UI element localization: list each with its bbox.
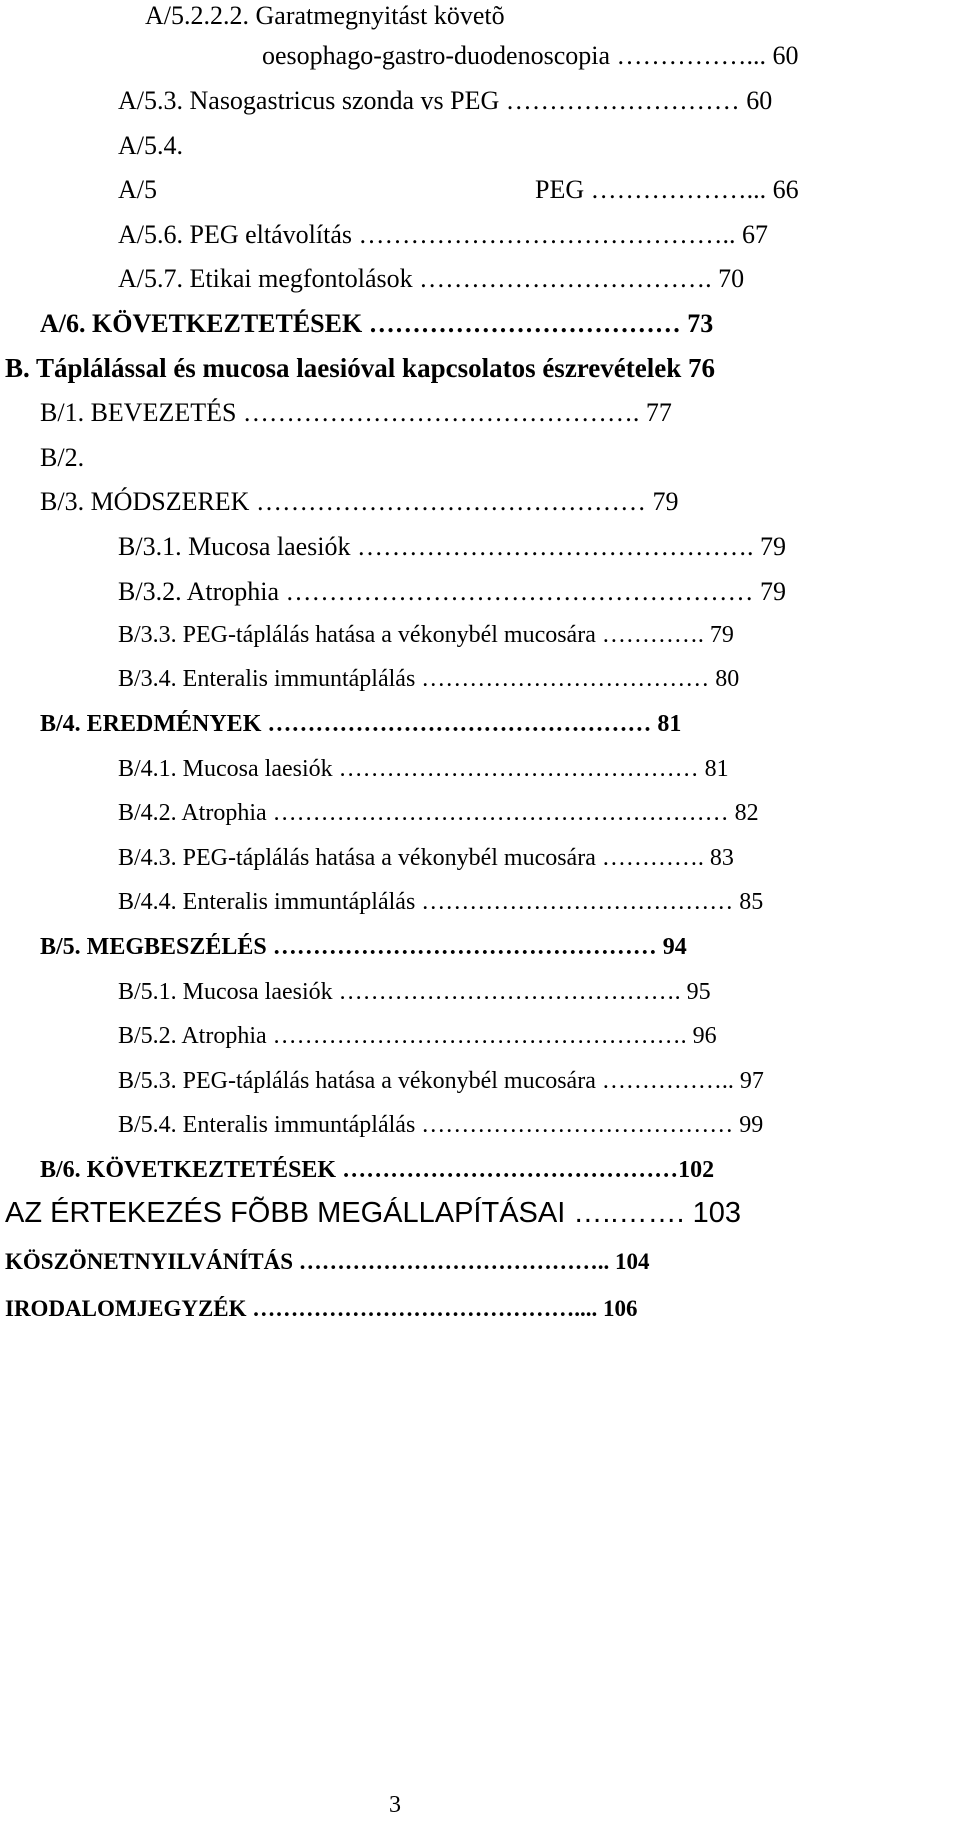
toc-line: A/5.3. Nasogastricus szonda vs PEG ……………………… 60 [118,86,773,115]
toc-line: B/4.4. Enteralis immuntáplálás ………………………………… 85 [118,889,764,915]
toc-line: B/4.1. Mucosa laesiók ……………………………………… 81 [118,756,729,782]
toc-line: B/3.1. Mucosa laesiók ………………………………………. 79 [118,532,787,561]
toc-line: B/5.3. PEG-táplálás hatása a vékonybél mucosára …………….. 97 [118,1068,764,1094]
toc-line: A/5.2.2.2. Garatmegnyitást követõ [145,1,505,30]
toc-line: B/6. KÖVETKEZTETÉSEK ……………………………………102 [40,1157,715,1183]
toc-line: oesophago-gastro-duodenoscopia ……………... 60 [262,41,799,70]
toc-line: B/5. MEGBESZÉLÉS ………………………………………… 94 [40,934,687,960]
toc-line: B/3.3. PEG-táplálás hatása a vékonybél mucosára …………. 79 [118,622,734,648]
toc-line: A/6. KÖVETKEZTETÉSEK ……………………………… 73 [40,309,714,338]
toc-line: A/5 [118,175,157,204]
toc-line: AZ ÉRTEKEZÉS FÕBB MEGÁLLAPÍTÁSAI …..……. 103 [5,1197,741,1229]
toc-line: B/2. [40,443,85,472]
toc-line: KÖSZÖNETNYILVÁNÍTÁS ………………………………….. 104 [5,1249,650,1274]
toc-line: B/5.1. Mucosa laesiók ……………………………………. 95 [118,979,711,1005]
toc-line: B/1. BEVEZETÉS ………………………………………. 77 [40,398,672,427]
toc-line: B. Táplálással és mucosa laesióval kapcsolatos észrevételek 76 [5,353,715,383]
toc-line: B/3.2. Atrophia ……………………………………………… 79 [118,577,787,606]
page-number: 3 [389,1792,401,1818]
toc-line: A/5.7. Etikai megfontolások ……………………………. 70 [118,264,745,293]
toc-line: B/4.3. PEG-táplálás hatása a vékonybél mucosára …………. 83 [118,845,734,871]
toc-line: B/4.2. Atrophia ………………………………………………… 82 [118,800,759,826]
toc-line: A/5.6. PEG eltávolítás …………………………………….. 67 [118,220,768,249]
toc-line: PEG ………………... 66 [535,175,799,204]
toc-line: IRODALOMJEGYZÉK …………………………………….... 106 [5,1296,638,1321]
toc-line: B/3.4. Enteralis immuntáplálás ……………………………… 80 [118,666,740,692]
toc-line: B/5.2. Atrophia ……………………………………………. 96 [118,1023,717,1049]
toc-line: A/5.4. [118,131,183,160]
toc-line: B/4. EREDMÉNYEK ………………………………………… 81 [40,711,682,737]
toc-line: B/3. MÓDSZEREK ……………………………………… 79 [40,487,679,516]
toc-line: B/5.4. Enteralis immuntáplálás ………………………………… 99 [118,1112,764,1138]
